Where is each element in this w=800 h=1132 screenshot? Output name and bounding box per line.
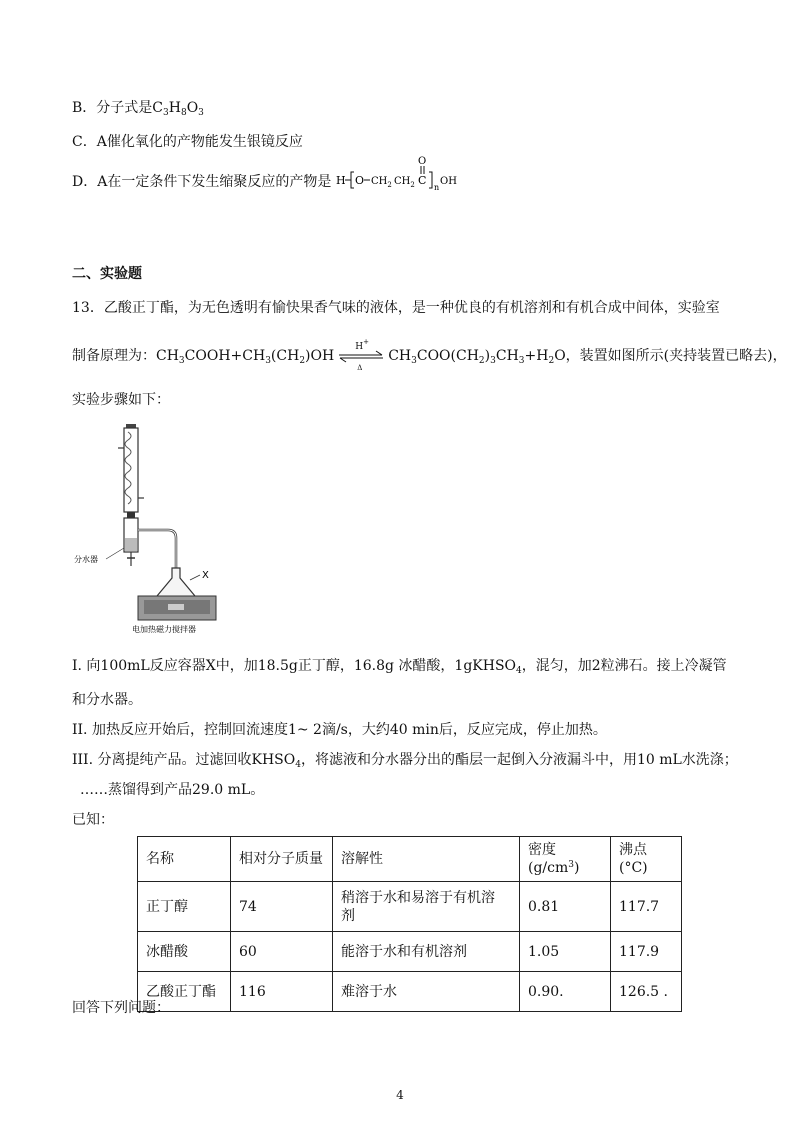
step-3: III. 分离提纯产品。过滤回收$KHSO_4$，将滤液和分水器分出的酯层一起倒入分液漏斗中，用10 mL水洗涤； [72, 752, 738, 770]
table-cell: 60 [231, 932, 333, 972]
equilibrium-arrow [336, 338, 386, 372]
table-row [138, 882, 682, 932]
table-cell: 1.05 [520, 932, 611, 972]
table-row [138, 932, 682, 972]
option-b: B．分子式是$C_3H_8O_3$ [72, 100, 204, 118]
section-title: 二、实验题 [72, 266, 142, 282]
header-mass: 相对分子质量 [231, 837, 333, 882]
label-separator: 分水器 [74, 555, 98, 564]
page-number: 4 [396, 1088, 404, 1102]
polymer-ch2-a: $CH_2$ [370, 176, 392, 189]
polymer-ch2-b: $CH_2$ [393, 176, 415, 189]
polymer-structure [336, 154, 476, 194]
table-cell: 0.90. [520, 972, 611, 1012]
table-cell: 冰醋酸 [138, 932, 231, 972]
table-cell: 乙酸正丁酯 [138, 972, 231, 1012]
option-c: C．A催化氧化的产物能发生银镜反应 [72, 134, 303, 150]
polymer-n: n [433, 183, 439, 192]
table-cell: 126.5 . [611, 972, 682, 1012]
answer-prompt: 回答下列问题： [72, 1000, 170, 1016]
polymer-c: C [417, 174, 427, 187]
properties-table [137, 836, 682, 1012]
polymer-o: O [354, 174, 364, 187]
arrow-heat: Δ [357, 364, 363, 372]
reaction-equation: 制备原理为：$CH_3COOH+CH_3(CH_2)OH$ H+ Δ $CH_3COO(CH_2)_3CH_3+H_2O$，装置如图所示(夹持装置已略去)， [72, 346, 787, 366]
label-x: X [202, 570, 209, 581]
option-d: D．A在一定条件下发生缩聚反应的产物是 H O $CH_2$ $CH_2$ C O n OH [72, 170, 476, 194]
step-3-cont: ……蒸馏得到产品29.0 mL。 [80, 782, 265, 798]
apparatus-figure [72, 418, 252, 638]
table-row [138, 972, 682, 1012]
header-name: 名称 [138, 837, 231, 882]
table-cell: 117.9 [611, 932, 682, 972]
step-1-cont: 和分水器。 [72, 692, 142, 708]
table-cell: 116 [231, 972, 333, 1012]
table-cell: 0.81 [520, 882, 611, 932]
table-cell: 能溶于水和有机溶剂 [333, 932, 520, 972]
label-stirrer: 电加热磁力搅拌器 [132, 625, 196, 634]
header-boiling: 沸点(°C) [611, 837, 682, 882]
polymer-oh: OH [439, 176, 457, 187]
step-2: II. 加热反应开始后，控制回流速度1~ 2滴/s，大约40 min后，反应完成，停止加热。 [72, 722, 607, 738]
steps-intro: 实验步骤如下： [72, 392, 170, 408]
known-label: 已知： [72, 812, 114, 828]
table-cell: 正丁醇 [138, 882, 231, 932]
step-1: I. 向100mL反应容器X中，加18.5g正丁醇，16.8g 冰醋酸，1gKHSO$_4$，混匀，加2粒沸石。接上冷凝管 [72, 658, 727, 676]
arrow-catalyst: H+ [355, 338, 369, 352]
table-cell: 稍溶于水和易溶于有机溶 剂 [333, 882, 520, 932]
table-cell: 难溶于水 [333, 972, 520, 1012]
table-cell: 74 [231, 882, 333, 932]
polymer-h: H [335, 174, 346, 187]
header-density: 密度$(g/cm^3)$ [520, 837, 611, 882]
q13-intro: 13．乙酸正丁酯，为无色透明有愉快果香气味的液体，是一种优良的有机溶剂和有机合成中间体，实验室 [72, 300, 720, 316]
table-header-row [138, 837, 682, 882]
polymer-carbonyl-o: O [417, 156, 426, 167]
table-cell: 117.7 [611, 882, 682, 932]
header-solubility: 溶解性 [333, 837, 520, 882]
